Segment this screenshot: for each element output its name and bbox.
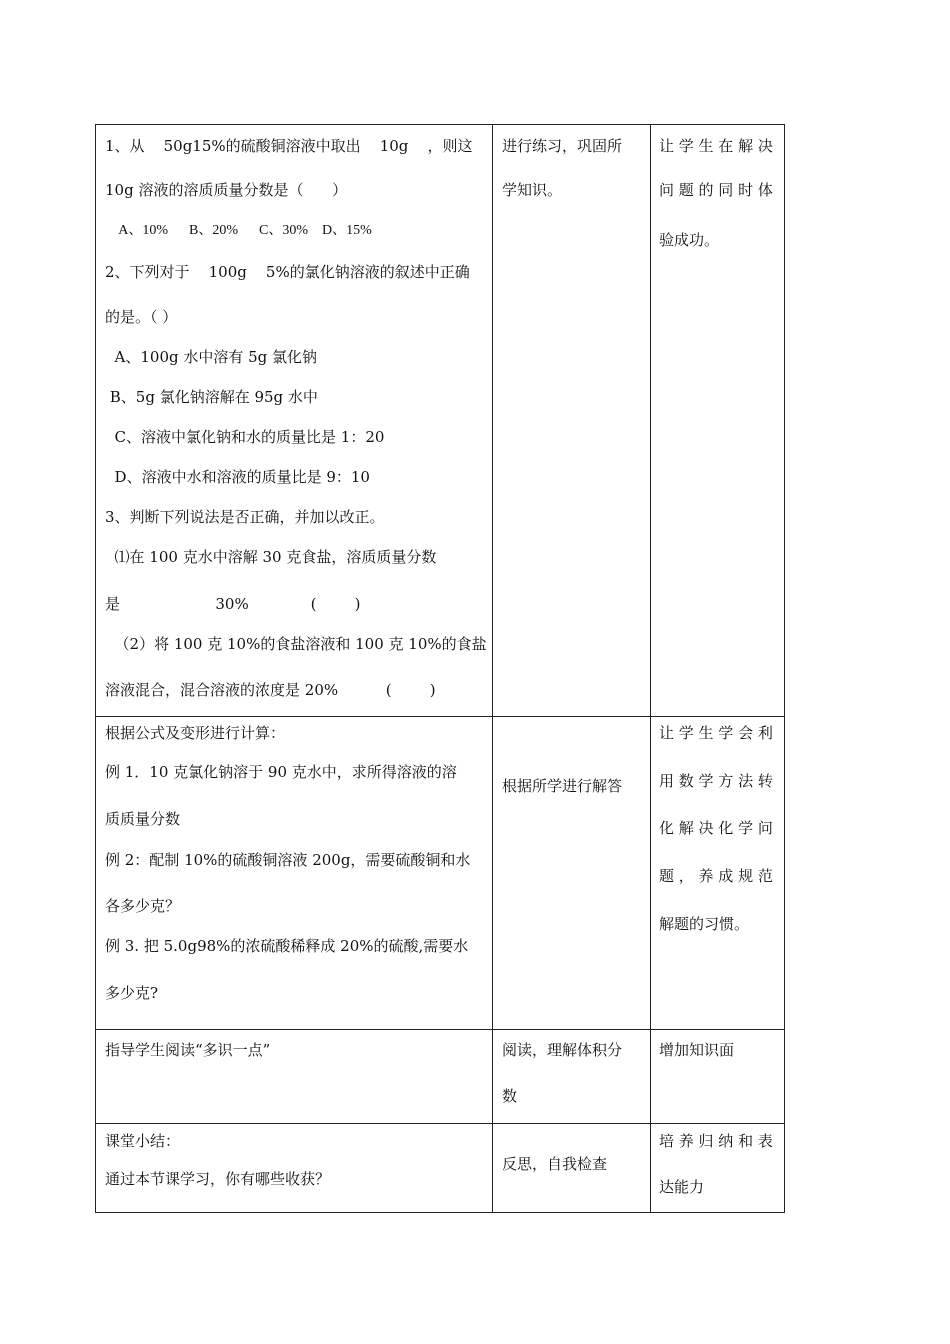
question-3-item-1-line-2: 是 30% ( )	[105, 595, 361, 613]
activity-cell	[493, 1030, 651, 1124]
question-2-option-c: C、溶液中氯化钠和水的质量比是 1：20	[105, 428, 385, 446]
question-2-option-d: D、溶液中水和溶液的质量比是 9：10	[105, 468, 370, 486]
intent-cell	[651, 1030, 785, 1124]
question-2-line-2: 的是。（ ）	[105, 308, 178, 326]
intent-line: 题 ， 养 成 规 范	[659, 867, 773, 885]
content-cell	[96, 717, 493, 1030]
question-3-item-2-line-1: （2）将 100 克 10%的食盐溶液和 100 克 10%的食盐	[105, 635, 487, 653]
example-2-line-2: 各多少克？	[105, 897, 181, 915]
content-cell	[96, 1124, 493, 1213]
table-row	[96, 125, 785, 717]
summary-question: 通过本节课学习，你有哪些收获？	[105, 1170, 331, 1188]
activity-line: 数	[502, 1087, 518, 1105]
content-cell	[96, 125, 493, 717]
activity-cell	[493, 1124, 651, 1213]
intent-line: 解题的习惯。	[659, 915, 750, 933]
activity-line: 根据所学进行解答	[502, 777, 623, 795]
activity-line: 进行练习，巩固所	[502, 137, 623, 155]
example-3-line-1: 例 3. 把 5.0g98%的浓硫酸稀释成 20%的硫酸,需要水	[105, 937, 469, 955]
question-1-line-2: 10g 溶液的溶质质量分数是（ ）	[105, 181, 348, 199]
intent-line: 问 题 的 同 时 体	[659, 181, 773, 199]
intent-line: 让 学 生 学 会 利	[659, 724, 773, 742]
activity-line: 阅读，理解体积分	[502, 1041, 623, 1059]
intent-line: 达能力	[659, 1178, 705, 1196]
intent-line: 验成功。	[659, 231, 720, 249]
example-3-line-2: 多少克?	[105, 984, 159, 1002]
activity-cell	[493, 125, 651, 717]
question-2-line-1: 2、下列对于 100g 5%的氯化钠溶液的叙述中正确	[105, 263, 470, 281]
question-3-item-1-line-1: ⑴在 100 克水中溶解 30 克食盐，溶质质量分数	[105, 548, 437, 566]
intent-line: 用 数 学 方 法 转	[659, 772, 773, 790]
summary-heading: 课堂小结：	[105, 1132, 181, 1150]
lesson-plan-table	[95, 124, 785, 1213]
intent-line: 培 养 归 纳 和 表	[659, 1132, 773, 1150]
content-cell	[96, 1030, 493, 1124]
activity-line: 学知识。	[502, 181, 563, 199]
example-1-line-1: 例 1．10 克氯化钠溶于 90 克水中，求所得溶液的溶	[105, 763, 457, 781]
question-1-line-1: 1、从 50g15%的硫酸铜溶液中取出 10g ，则这	[105, 137, 473, 155]
calc-heading: 根据公式及变形进行计算：	[105, 724, 286, 742]
question-1-options: A、10% B、20% C、30% D、15%	[105, 223, 372, 238]
question-2-option-b: B、5g 氯化钠溶解在 95g 水中	[105, 388, 318, 406]
intent-line: 让 学 生 在 解 决	[659, 137, 773, 155]
table-row	[96, 1030, 785, 1124]
activity-line: 反思，自我检查	[502, 1155, 608, 1173]
table-row	[96, 1124, 785, 1213]
question-3-title: 3、判断下列说法是否正确，并加以改正。	[105, 508, 385, 526]
question-3-item-2-line-2: 溶液混合，混合溶液的浓度是 20% ( )	[105, 681, 436, 699]
reading-guide: 指导学生阅读“多识一点”	[105, 1041, 271, 1059]
example-2-line-1: 例 2：配制 10%的硫酸铜溶液 200g，需要硫酸铜和水	[105, 851, 471, 869]
intent-line: 增加知识面	[659, 1041, 735, 1059]
intent-cell	[651, 1124, 785, 1213]
activity-cell	[493, 717, 651, 1030]
example-1-line-2: 质质量分数	[105, 810, 181, 828]
intent-cell	[651, 717, 785, 1030]
table-row	[96, 717, 785, 1030]
intent-line: 化 解 决 化 学 问	[659, 819, 773, 837]
question-2-option-a: A、100g 水中溶有 5g 氯化钠	[105, 348, 318, 366]
intent-cell	[651, 125, 785, 717]
